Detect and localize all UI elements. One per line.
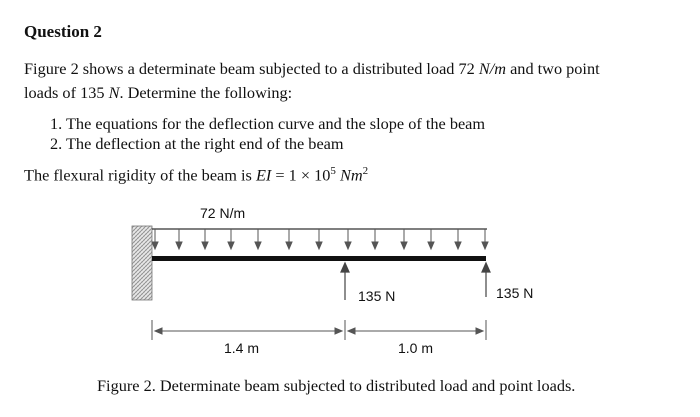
point-load-2-label: 135 N [496,285,534,301]
fixed-support [132,226,152,300]
flexural-rigidity: The flexural rigidity of the beam is EI = $1 \times 10^5$ Nm$^2$ [24,165,369,185]
distributed-load-arrows [152,229,488,249]
segment-2-length: 1.0 m [398,340,434,356]
task-item: 1. The equations for the deflection curve and the slope of the beam [50,114,486,133]
segment-1-length: 1.4 m [224,340,260,356]
question-intro: Figure 2 shows a determinate beam subjected to a distributed load 72 N/m and two point loads of 135 N. Determine the following: [24,59,600,102]
question-title: Question 2 [24,22,102,41]
point-load-1-label: 135 N [358,288,396,304]
distributed-load-label: 72 N/m [200,205,246,221]
point-load-2-arrow [482,263,490,297]
point-load-1-arrow [341,263,349,300]
figure-caption: Figure 2. Determinate beam subjected to distributed load and point loads. [97,376,576,395]
dimension-line [152,320,486,340]
task-item: 2. The deflection at the right end of the beam [50,134,344,153]
beam [152,256,486,261]
